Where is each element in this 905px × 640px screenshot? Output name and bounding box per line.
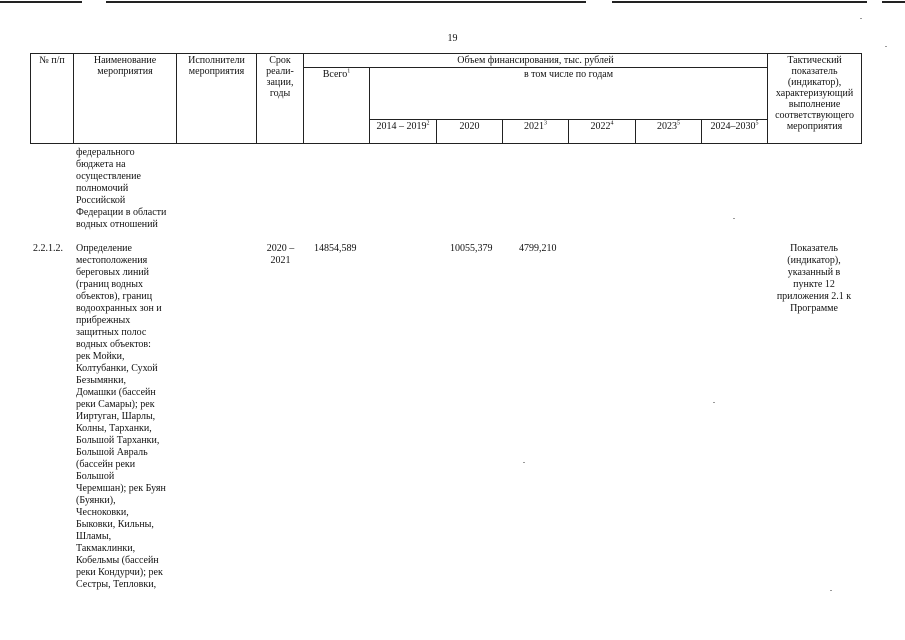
header-year: 2020 [437,120,503,144]
name-line: федерального [76,147,135,158]
top-rule-right [612,1,867,3]
page-number: 19 [447,33,458,44]
indicator-line: указанный в [787,267,841,278]
indicator-line: Показатель [790,243,838,254]
name-line: местоположения [76,255,148,266]
row-2020: 10055,379 [450,243,493,254]
table-header [30,53,862,144]
name-line: Такмаклинки, [76,543,136,554]
header-num: № п/п [31,54,74,144]
name-line: реки Самары); рек [76,399,155,410]
name-line: водных объектов: [76,339,151,350]
name-line: Безымянки, [76,375,126,386]
name-line: береговых линий [76,267,150,278]
name-line: (границ водных [76,279,143,290]
indicator-line: приложения 2.1 к [776,291,852,302]
name-line: осуществление [76,171,141,182]
top-rule-left [0,1,82,3]
row-name-continuation [76,147,176,231]
indicator-line: (индикатор), [787,255,841,266]
scan-speck [860,18,862,19]
name-line: защитных полос [76,327,147,338]
header-term: Срок реали-зации, годы [257,54,304,144]
name-line: (Буянки), [76,495,116,506]
name-line: Большой Тарханки, [76,435,160,446]
name-line: объектов), границ [76,291,153,302]
term-line: 2020 – [266,243,295,254]
top-rule-mid [106,1,586,3]
header-by-years: в том числе по годам [370,68,768,120]
name-line: водоохранных зон и [76,303,162,314]
name-line: Быковки, Кильны, [76,519,154,530]
scan-speck [885,46,887,47]
header-funding: Объем финансирования, тыс. рублей [304,54,768,68]
scan-speck [713,402,715,403]
name-line: бюджета на [76,159,126,170]
name-line: Черемшан); рек Буян [76,483,166,494]
name-line: водных отношений [76,219,158,230]
name-line: Кобельмы (бассейн [76,555,159,566]
term-line: 2021 [270,255,291,266]
header-executors: Исполнители мероприятия [177,54,257,144]
name-line: Ииртуган, Шарлы, [76,411,156,422]
name-line: Определение [76,243,132,254]
name-line: (бассейн реки [76,459,136,470]
name-line: Федерации в области [76,207,167,218]
row-number: 2.2.1.2. [33,243,63,254]
row-total: 14854,589 [314,243,357,254]
row-indicator [766,243,862,315]
scan-speck [523,462,525,463]
header-year: 2023$^5$ [636,120,702,144]
row-term [257,243,304,267]
name-line: рек Мойки, [76,351,125,362]
name-line: Шламы, [76,531,112,542]
name-line: Колны, Тарханки, [76,423,152,434]
scan-speck [733,218,735,219]
name-line: Российской [76,195,126,206]
indicator-line: пункте 12 [793,279,835,290]
name-line: прибрежных [76,315,131,326]
name-line: Домашки (бассейн [76,387,156,398]
header-year: 2022$^4$ [569,120,636,144]
header-indicator: Тактический показатель (индикатор), характеризующий выполнение соответствующего мероприятия [768,54,862,144]
name-line: Большой Авраль [76,447,148,458]
row-name [76,243,176,591]
name-line: реки Кондурчи); рек [76,567,163,578]
header-year: 2024–2030$^5$ [702,120,768,144]
name-line: Колтубанки, Сухой [76,363,158,374]
scan-speck [830,590,832,591]
indicator-line: Программе [790,303,838,314]
header-name: Наименование мероприятия [74,54,177,144]
header-year: 2014 – 2019$^2$ [370,120,437,144]
name-line: полномочий [76,183,129,194]
name-line: Большой [76,471,115,482]
name-line: Чесноковки, [76,507,129,518]
header-year: 2021$^3$ [503,120,569,144]
top-rule-edge [882,1,905,3]
header-total: Всего$^1$ [304,68,370,144]
name-line: Сестры, Тепловки, [76,579,157,590]
row-2021: 4799,210 [519,243,557,254]
